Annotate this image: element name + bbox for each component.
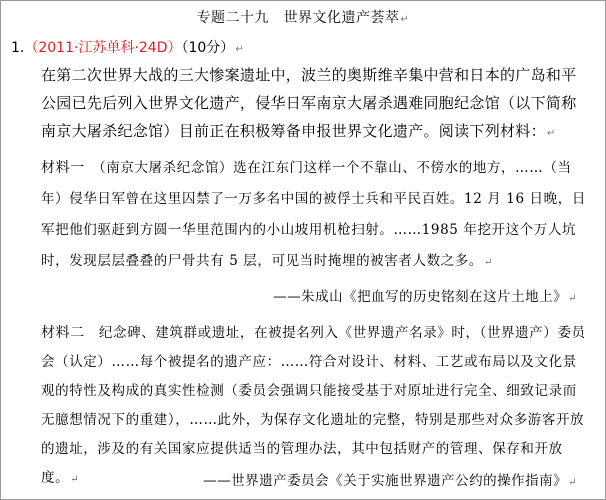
material-one: [41, 153, 589, 278]
material-one-source: [273, 285, 577, 305]
paragraph-mark-icon: ↵: [568, 477, 577, 488]
intro-text: 在第二次世界大战的三大惨案遗址中，波兰的奥斯维辛集中营和日本的广岛和平公园已先后列入世界文化遗产，侵华日军南京大屠杀遇难同胞纪念馆（以下简称南京大屠杀纪念馆）目前正在积极筹备申报世界文化遗产。阅读下列材料：: [41, 66, 577, 140]
title-text: 专题二十九 世界文化遗产荟萃: [196, 10, 400, 26]
material-two: [41, 319, 589, 494]
material-one-label: 材料一: [41, 160, 85, 176]
question-score: （10分）: [181, 40, 235, 56]
material-two-source-text: ——世界遗产委员会《关于实施世界遗产公约的操作指南》: [203, 473, 568, 489]
paragraph-mark-icon: ↵: [483, 257, 493, 268]
page-title: [1, 7, 605, 27]
question-source: （2011·江苏单科·24D）: [24, 40, 182, 56]
paragraph-mark-icon: ↵: [546, 128, 556, 139]
material-one-source-text: ——朱成山《把血写的历史铭刻在这片土地上》: [273, 289, 568, 305]
question-intro: [41, 61, 589, 148]
material-one-text: （南京大屠杀纪念馆）选在江东门这样一个不靠山、不傍水的地方，……（当年）侵华日军曾在这里囚禁了一万多名中国的被俘士兵和平民百姓。12 月 16 日晚，日军把他们驱赶到方圆一华里范围内的小山坡用机枪扫射。……1985 年挖开这个万人坑时，发现层层叠叠的尸骨共有 5 层，可见当时掩埋的被害者人数之多。: [41, 160, 586, 269]
paragraph-mark-icon: ↵: [235, 44, 244, 55]
question-header: [11, 37, 244, 57]
paragraph-mark-icon: ↵: [400, 14, 410, 25]
question-number: 1.: [11, 40, 25, 56]
material-two-label: 材料二: [41, 325, 85, 341]
material-two-text: 纪念碑、建筑群或遗址，在被提名列入《世界遗产名录》时，（世界遗产）委员会（认定）……每个被提名的遗产应：……符合对设计、材料、工艺或布局以及文化景观的特性及构成的真实性检测（委员会强调只能接受基于对原址进行完全、细致记录而无臆想情况下的重建），……此外，为保存文化遗址的完整，特别是那些对众多游客开放的遗址，涉及的有关国家应提供适当的管理办法，其中包括财产的管理、保存和开放度。: [41, 325, 586, 486]
paragraph-mark-icon: ↵: [568, 293, 577, 304]
paragraph-mark-icon: ↵: [70, 474, 80, 485]
material-two-source: [203, 469, 577, 489]
